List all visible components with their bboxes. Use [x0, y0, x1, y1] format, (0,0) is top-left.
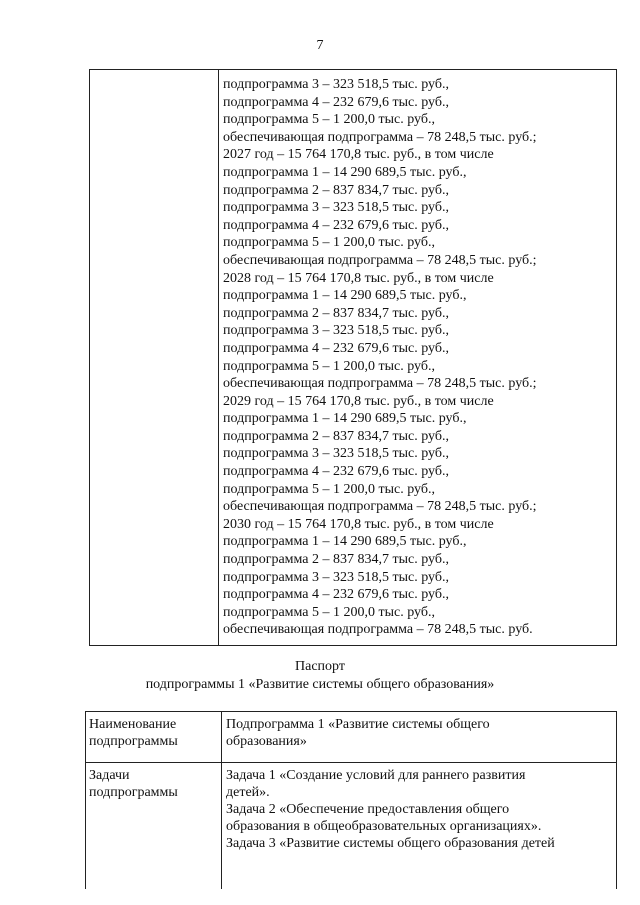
value-line: детей». — [226, 785, 270, 800]
funding-line: подпрограмма 1 – 14 290 689,5 тыс. руб., — [223, 164, 467, 180]
funding-line: подпрограмма 3 – 323 518,5 тыс. руб., — [223, 200, 449, 216]
funding-line: подпрограмма 4 – 232 679,6 тыс. руб., — [223, 217, 449, 233]
label-line: Наименование — [89, 717, 177, 732]
passport-row-label — [86, 712, 222, 763]
value-line: образования в общеобразовательных организациях». — [226, 819, 542, 834]
funding-line: подпрограмма 2 – 837 834,7 тыс. руб., — [223, 428, 449, 444]
passport-row-tasks — [86, 763, 617, 890]
label-line: Задачи — [89, 768, 130, 783]
funding-label-cell — [90, 70, 219, 646]
funding-line: обеспечивающая подпрограмма – 78 248,5 тыс. руб.; — [223, 129, 537, 145]
passport-row-value — [222, 763, 617, 890]
funding-line: подпрограмма 1 – 14 290 689,5 тыс. руб., — [223, 534, 467, 550]
funding-line: подпрограмма 5 – 1 200,0 тыс. руб., — [223, 235, 435, 251]
value-line: Подпрограмма 1 «Развитие системы общего — [226, 717, 490, 732]
passport-table — [85, 711, 617, 889]
value-line: Задача 2 «Обеспечение предоставления общего — [226, 802, 510, 817]
funding-line: подпрограмма 2 – 837 834,7 тыс. руб., — [223, 305, 449, 321]
funding-line: подпрограмма 4 – 232 679,6 тыс. руб., — [223, 340, 449, 356]
funding-line: подпрограмма 5 – 1 200,0 тыс. руб., — [223, 604, 435, 620]
funding-line: подпрограмма 1 – 14 290 689,5 тыс. руб., — [223, 288, 467, 304]
funding-line: 2030 год – 15 764 170,8 тыс. руб., в том числе — [223, 516, 494, 532]
value-line: Задача 3 «Развитие системы общего образования детей — [226, 836, 555, 851]
funding-line: подпрограмма 5 – 1 200,0 тыс. руб., — [223, 358, 435, 374]
funding-line: подпрограмма 2 – 837 834,7 тыс. руб., — [223, 552, 449, 568]
funding-line: подпрограмма 1 – 14 290 689,5 тыс. руб., — [223, 411, 467, 427]
funding-values-cell — [219, 70, 617, 646]
funding-line: 2029 год – 15 764 170,8 тыс. руб., в том числе — [223, 393, 494, 409]
label-line: подпрограммы — [89, 734, 178, 749]
funding-line: подпрограмма 4 – 232 679,6 тыс. руб., — [223, 94, 449, 110]
funding-line: 2027 год – 15 764 170,8 тыс. руб., в том числе — [223, 147, 494, 163]
label-line: подпрограммы — [89, 785, 178, 800]
funding-table — [89, 69, 617, 646]
funding-line: подпрограмма 4 – 232 679,6 тыс. руб., — [223, 464, 449, 480]
funding-line: подпрограмма 3 – 323 518,5 тыс. руб., — [223, 77, 449, 92]
funding-line: подпрограмма 5 – 1 200,0 тыс. руб., — [223, 481, 435, 497]
funding-line: подпрограмма 5 – 1 200,0 тыс. руб., — [223, 112, 435, 128]
funding-line: обеспечивающая подпрограмма – 78 248,5 тыс. руб.; — [223, 252, 537, 268]
passport-row-label — [86, 763, 222, 890]
passport-row-value — [222, 712, 617, 763]
funding-line: обеспечивающая подпрограмма – 78 248,5 тыс. руб.; — [223, 499, 537, 515]
passport-subheading: подпрограммы 1 «Развитие системы общего образования» — [145, 677, 495, 692]
funding-line: обеспечивающая подпрограмма – 78 248,5 тыс. руб. — [223, 622, 533, 638]
funding-line: обеспечивающая подпрограмма – 78 248,5 тыс. руб.; — [223, 376, 537, 392]
funding-row — [90, 70, 617, 646]
funding-line: подпрограмма 3 – 323 518,5 тыс. руб., — [223, 569, 449, 585]
funding-line: подпрограмма 2 – 837 834,7 тыс. руб., — [223, 182, 449, 198]
page-number: 7 — [316, 38, 324, 53]
funding-line: подпрограмма 3 – 323 518,5 тыс. руб., — [223, 446, 449, 462]
passport-row-name — [86, 712, 617, 763]
passport-heading: Паспорт — [295, 659, 345, 674]
value-line: Задача 1 «Создание условий для раннего развития — [226, 768, 526, 783]
funding-line: подпрограмма 4 – 232 679,6 тыс. руб., — [223, 587, 449, 603]
funding-line: подпрограмма 3 – 323 518,5 тыс. руб., — [223, 323, 449, 339]
value-line: образования» — [226, 734, 307, 749]
funding-line: 2028 год – 15 764 170,8 тыс. руб., в том числе — [223, 270, 494, 286]
passport-title-block — [0, 658, 640, 694]
